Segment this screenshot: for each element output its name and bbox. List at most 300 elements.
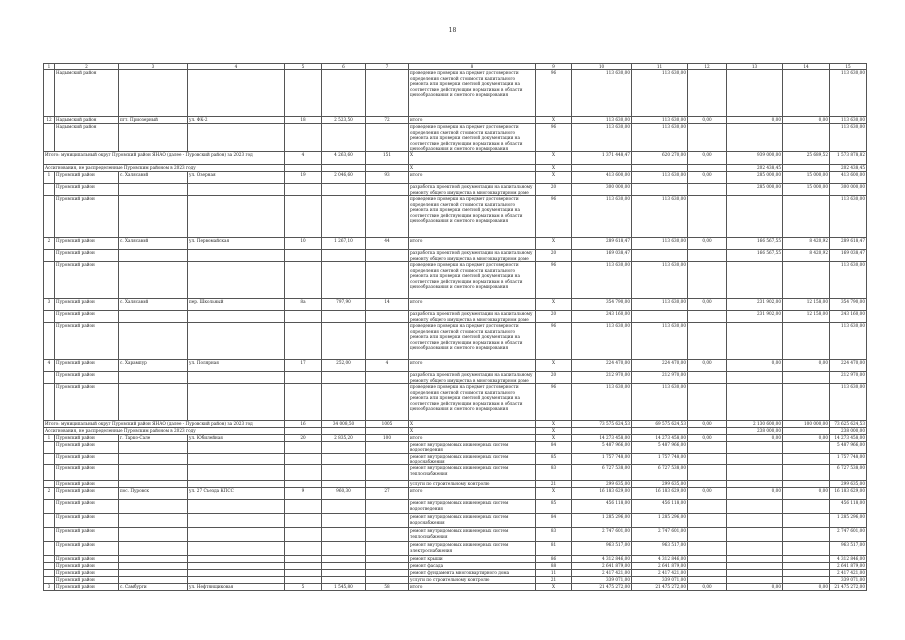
table-cell: 238 000,00 <box>727 428 783 435</box>
table-cell <box>44 196 55 238</box>
table-cell: 1 285 296,00 <box>632 514 688 528</box>
table-cell: 0,00 <box>688 488 727 500</box>
table-cell: 7 <box>366 64 409 70</box>
table-cell <box>366 311 409 323</box>
table-cell <box>366 196 409 238</box>
table-cell: Пуровский район <box>55 250 119 262</box>
table-cell: итого <box>409 435 536 441</box>
table-cell <box>366 563 409 570</box>
table-row <box>44 250 867 262</box>
table-cell <box>119 563 188 570</box>
table-cell <box>285 262 322 299</box>
table-cell <box>322 124 366 152</box>
table-cell <box>783 465 830 481</box>
table-cell: 289 618,47 <box>830 238 867 250</box>
table-cell <box>285 500 322 514</box>
table-cell <box>688 514 727 528</box>
table-cell: 5 <box>285 64 322 70</box>
table-cell: ул. Нефтянщиковая <box>188 584 285 591</box>
table-cell <box>188 570 285 577</box>
table-cell: 289 618,47 <box>572 238 632 250</box>
table-cell: 27 <box>366 488 409 500</box>
table-cell: 113 630,00 <box>572 117 632 124</box>
table-cell: 1 757 748,00 <box>632 453 688 465</box>
table-row <box>44 584 867 591</box>
table-cell: 2 <box>55 64 119 70</box>
table-row <box>44 196 867 238</box>
table-cell <box>322 570 366 577</box>
table-cell <box>688 441 727 453</box>
table-cell: 113 630,00 <box>632 117 688 124</box>
table-cell: 0,00 <box>688 172 727 184</box>
table-cell: 231 902,00 <box>727 311 783 323</box>
table-cell: Пуровский район <box>55 262 119 299</box>
table-cell <box>322 556 366 563</box>
table-cell: 12 <box>44 117 55 124</box>
table-cell: 0,00 <box>688 238 727 250</box>
table-cell <box>688 500 727 514</box>
table-cell: Итого: муниципальный округ Пуровский район ЯНАО (далее - Пуровский район) за 2023 год <box>44 152 285 165</box>
table-cell <box>688 556 727 563</box>
table-cell <box>783 453 830 465</box>
table-cell: 85 <box>536 500 572 514</box>
table-cell: 456 118,00 <box>830 500 867 514</box>
table-cell: 169 038,47 <box>572 250 632 262</box>
table-cell: 113 630,00 <box>632 70 688 117</box>
table-row <box>44 577 867 584</box>
table-cell: Надымский район <box>55 117 119 124</box>
table-cell: 1 <box>44 64 55 70</box>
table-cell <box>688 428 727 435</box>
table-cell: 21 475 272,00 <box>830 584 867 591</box>
table-cell <box>285 372 322 384</box>
table-cell: 113 630,00 <box>632 196 688 238</box>
table-cell <box>188 384 285 421</box>
table-cell <box>783 514 830 528</box>
table-cell <box>366 384 409 421</box>
table-cell <box>322 563 366 570</box>
table-cell: 20 <box>536 250 572 262</box>
table-cell: 1 <box>44 435 55 441</box>
table-cell <box>119 372 188 384</box>
table-cell: 0,00 <box>783 117 830 124</box>
table-cell: X <box>536 165 572 172</box>
table-cell <box>285 311 322 323</box>
table-cell: Пуровский район <box>55 453 119 465</box>
table-cell: 3 <box>44 299 55 311</box>
table-cell: 20 <box>536 184 572 196</box>
table-cell <box>322 184 366 196</box>
table-cell <box>727 262 783 299</box>
table-cell <box>188 250 285 262</box>
table-cell: Пуровский район <box>55 196 119 238</box>
table-cell <box>119 70 188 117</box>
table-cell: 73 625 624,53 <box>830 421 867 428</box>
table-cell: 21 475 272,00 <box>632 584 688 591</box>
table-cell: 69 575 624,53 <box>632 421 688 428</box>
table-cell: 963 517,00 <box>830 542 867 556</box>
table-cell: ремонт внутридомовых инженерных систем водоснабжения <box>409 453 536 465</box>
table-cell <box>44 556 55 563</box>
table-cell <box>366 481 409 488</box>
table-cell: 96 <box>536 196 572 238</box>
table-cell: проведение проверки на предмет достоверности определения сметной стоимости капитального ремонта или проверки сметной документации на соответствие действующим нормативам в области ценообразования и сметного нормирования <box>409 196 536 238</box>
table-cell <box>322 514 366 528</box>
table-cell <box>572 428 632 435</box>
table-cell <box>366 70 409 117</box>
table-cell: ремонт внутридомовых инженерных систем теплоснабжения <box>409 528 536 542</box>
table-cell <box>119 570 188 577</box>
table-cell <box>727 577 783 584</box>
table-cell: 113 630,00 <box>632 299 688 311</box>
table-cell: 0,00 <box>727 435 783 441</box>
table-cell: 96 <box>536 323 572 360</box>
table-cell <box>322 500 366 514</box>
table-cell <box>188 500 285 514</box>
table-cell: 113 630,00 <box>572 323 632 360</box>
table-cell <box>366 556 409 563</box>
table-row <box>44 311 867 323</box>
table-cell: 16 183 629,00 <box>632 488 688 500</box>
table-cell <box>366 441 409 453</box>
table-cell <box>44 323 55 360</box>
table-cell <box>119 196 188 238</box>
budget-table <box>43 63 867 591</box>
table-cell: 113 630,00 <box>632 238 688 250</box>
table-cell <box>322 165 366 172</box>
table-cell: 285 000,00 <box>727 184 783 196</box>
table-cell <box>322 311 366 323</box>
table-cell: X <box>536 435 572 441</box>
table-cell: 300 000,00 <box>572 184 632 196</box>
table-cell <box>285 570 322 577</box>
table-cell: 113 630,00 <box>830 117 867 124</box>
table-cell: 15 000,00 <box>783 172 830 184</box>
table-cell: 15 <box>830 64 867 70</box>
table-cell: 354 790,00 <box>830 299 867 311</box>
table-cell <box>44 311 55 323</box>
table-cell <box>727 500 783 514</box>
table-cell <box>783 124 830 152</box>
table-cell <box>727 556 783 563</box>
table-cell <box>688 311 727 323</box>
table-cell <box>285 514 322 528</box>
table-cell: Пуровский район <box>55 542 119 556</box>
table-cell: X <box>536 360 572 372</box>
table-cell <box>44 514 55 528</box>
table-cell: X <box>536 428 572 435</box>
table-cell <box>119 262 188 299</box>
table-cell: 339 071,00 <box>572 577 632 584</box>
table-cell: 113 630,00 <box>632 124 688 152</box>
table-cell <box>119 577 188 584</box>
table-cell <box>727 514 783 528</box>
table-cell: 18 <box>285 117 322 124</box>
table-cell: 113 630,00 <box>830 323 867 360</box>
table-cell <box>632 184 688 196</box>
table-cell <box>285 556 322 563</box>
table-cell <box>783 262 830 299</box>
table-cell: ул. Озерная <box>188 172 285 184</box>
table-cell: 113 630,00 <box>632 323 688 360</box>
table-cell <box>783 528 830 542</box>
table-cell <box>188 262 285 299</box>
table-cell <box>727 323 783 360</box>
table-cell <box>783 70 830 117</box>
table-cell: ремонт внутридомовых инженерных систем водоотведения <box>409 500 536 514</box>
table-cell: 166 567,55 <box>727 250 783 262</box>
table-row <box>44 563 867 570</box>
table-cell: X <box>536 152 572 165</box>
table-cell: 0,00 <box>727 117 783 124</box>
table-cell <box>727 570 783 577</box>
table-cell: Пуровский район <box>55 500 119 514</box>
table-cell: 299 635,00 <box>632 481 688 488</box>
table-cell <box>783 323 830 360</box>
table-cell <box>44 570 55 577</box>
table-cell <box>44 184 55 196</box>
table-cell: 285 000,00 <box>727 172 783 184</box>
table-cell <box>688 196 727 238</box>
table-cell: 20 <box>285 435 322 441</box>
table-cell: 224 470,00 <box>830 360 867 372</box>
table-cell <box>688 184 727 196</box>
table-cell <box>188 70 285 117</box>
table-cell: X <box>409 165 536 172</box>
table-row <box>44 465 867 481</box>
table-cell: X <box>409 421 536 428</box>
table-cell: Пуровский район <box>55 384 119 421</box>
table-cell <box>322 453 366 465</box>
table-cell <box>44 124 55 152</box>
table-cell <box>188 465 285 481</box>
table-cell: 0,00 <box>688 360 727 372</box>
table-cell: с. Халясавэй <box>119 238 188 250</box>
table-row <box>44 488 867 500</box>
table-cell: 0,00 <box>688 152 727 165</box>
table-cell <box>322 196 366 238</box>
table-row <box>44 556 867 563</box>
table-cell <box>727 372 783 384</box>
table-cell <box>366 372 409 384</box>
table-cell: 96 <box>536 70 572 117</box>
table-cell <box>688 542 727 556</box>
table-cell <box>366 165 409 172</box>
table-cell: Пуровский район <box>55 435 119 441</box>
table-cell <box>727 481 783 488</box>
table-cell: 100 <box>366 435 409 441</box>
table-cell <box>322 481 366 488</box>
table-cell: разработка проектной документации на капитальному ремонту общего имущества в многоквартирном доме <box>409 250 536 262</box>
table-cell: 73 575 624,53 <box>572 421 632 428</box>
table-cell: Пуровский район <box>55 570 119 577</box>
table-cell: с. Халясавэй <box>119 299 188 311</box>
table-cell: 113 630,00 <box>572 384 632 421</box>
table-cell <box>688 481 727 488</box>
table-cell: 413 600,00 <box>830 172 867 184</box>
table-cell: итого <box>409 299 536 311</box>
table-cell <box>285 124 322 152</box>
table-cell: 0,00 <box>688 584 727 591</box>
table-cell: 9 <box>285 488 322 500</box>
table-cell: 963 517,00 <box>572 542 632 556</box>
table-cell <box>688 165 727 172</box>
table-cell: X <box>409 428 536 435</box>
table-cell <box>322 262 366 299</box>
table-cell: ремонт фасада <box>409 563 536 570</box>
table-cell: 620 270,00 <box>632 152 688 165</box>
table-cell: 354 790,00 <box>572 299 632 311</box>
table-cell: 15 000,00 <box>783 184 830 196</box>
table-cell: 113 630,00 <box>632 262 688 299</box>
table-cell: разработка проектной документации на капитальному ремонту общего имущества в многоквартирном доме <box>409 184 536 196</box>
table-cell: 83 <box>536 465 572 481</box>
table-cell: ремонт фундамента многоквартирного дома <box>409 570 536 577</box>
table-cell: 96 <box>536 262 572 299</box>
table-cell: ремонт крыши <box>409 556 536 563</box>
table-cell <box>119 323 188 360</box>
table-cell: 16 183 629,00 <box>572 488 632 500</box>
table-cell: 4 312 846,00 <box>572 556 632 563</box>
table-cell: 3 <box>119 64 188 70</box>
table-cell <box>44 384 55 421</box>
table-cell: X <box>536 117 572 124</box>
table-cell: 1 371 448,47 <box>572 152 632 165</box>
table-cell: Пуровский район <box>55 481 119 488</box>
table-cell <box>783 372 830 384</box>
table-cell: Пуровский район <box>55 514 119 528</box>
table-cell: 16 <box>285 421 322 428</box>
table-cell <box>44 441 55 453</box>
table-cell: 2 641 879,00 <box>572 563 632 570</box>
table-cell: ремонт внутридомовых инженерных систем электроснабжения <box>409 542 536 556</box>
table-row <box>44 441 867 453</box>
table-cell <box>366 453 409 465</box>
table-cell: 1 573 878,82 <box>830 152 867 165</box>
table-cell: 113 630,00 <box>830 196 867 238</box>
table-cell: 456 118,00 <box>632 500 688 514</box>
table-cell: ул. Юбилейная <box>188 435 285 441</box>
table-cell: 0,00 <box>783 435 830 441</box>
table-cell: 113 630,00 <box>572 70 632 117</box>
table-cell: 85 <box>536 453 572 465</box>
table-cell: 14 <box>366 299 409 311</box>
table-cell: 4 312 846,00 <box>632 556 688 563</box>
table-cell <box>322 384 366 421</box>
table-cell <box>688 577 727 584</box>
table-cell <box>688 453 727 465</box>
table-cell: ремонт внутридомовых инженерных систем теплоснабжения <box>409 465 536 481</box>
table-cell: 44 <box>366 238 409 250</box>
table-cell: X <box>409 152 536 165</box>
table-row <box>44 299 867 311</box>
table-cell: Надымский район <box>55 124 119 152</box>
table-cell <box>688 262 727 299</box>
table-cell: Пуровский район <box>55 441 119 453</box>
table-cell: 2 835,20 <box>322 435 366 441</box>
table-cell <box>688 372 727 384</box>
table-cell: 6 727 538,00 <box>830 465 867 481</box>
table-cell <box>119 500 188 514</box>
table-cell: итого <box>409 360 536 372</box>
table-cell: проведение проверки на предмет достоверности определения сметной стоимости капитального ремонта или проверки сметной документации на соответствие действующим нормативам в области ценообразования и сметного нормирования <box>409 124 536 152</box>
table-cell: 224 470,00 <box>572 360 632 372</box>
table-cell <box>632 165 688 172</box>
table-cell: X <box>536 238 572 250</box>
table-cell: 17 <box>285 360 322 372</box>
table-cell: 1 545,80 <box>322 584 366 591</box>
table-cell: 212 970,00 <box>632 372 688 384</box>
table-cell: 6 727 538,00 <box>632 465 688 481</box>
table-cell <box>188 542 285 556</box>
table-cell: пгт. Приозерный <box>119 117 188 124</box>
table-cell <box>366 528 409 542</box>
table-cell: 1 285 296,00 <box>572 514 632 528</box>
table-cell <box>285 384 322 421</box>
table-cell <box>322 441 366 453</box>
table-cell: Пуровский район <box>55 238 119 250</box>
table-cell <box>285 323 322 360</box>
table-cell: итого <box>409 488 536 500</box>
table-cell: ул. 27 Съезда КПСС <box>188 488 285 500</box>
table-cell <box>783 384 830 421</box>
table-row <box>44 165 867 172</box>
table-cell: 12 158,00 <box>783 311 830 323</box>
table-cell: 0,00 <box>727 488 783 500</box>
table-cell <box>688 563 727 570</box>
table-cell: услуги по строительному контролю <box>409 577 536 584</box>
table-cell: 14 273 458,00 <box>830 435 867 441</box>
table-cell <box>188 563 285 570</box>
table-cell: 231 902,00 <box>727 299 783 311</box>
table-cell: 14 273 458,00 <box>572 435 632 441</box>
table-cell: Пуровский район <box>55 172 119 184</box>
table-cell <box>188 528 285 542</box>
table-row <box>44 172 867 184</box>
table-cell: 243 160,00 <box>572 311 632 323</box>
table-cell: 93 <box>366 172 409 184</box>
table-row <box>44 453 867 465</box>
table-cell: 243 160,00 <box>830 311 867 323</box>
table-cell: X <box>536 488 572 500</box>
table-cell: 100 000,00 <box>783 421 830 428</box>
table-cell <box>322 542 366 556</box>
table-cell: 4 <box>188 64 285 70</box>
table-cell <box>119 250 188 262</box>
table-cell: 2 747 601,00 <box>632 528 688 542</box>
table-cell: 0,00 <box>727 360 783 372</box>
table-cell: 84 <box>536 441 572 453</box>
table-cell: Итого: муниципальный округ Пуровский район ЯНАО (далее - Пуровский район) за 2023 год <box>44 421 285 428</box>
table-cell <box>188 577 285 584</box>
table-cell: 2 <box>44 488 55 500</box>
table-cell <box>44 465 55 481</box>
table-cell: 238 000,00 <box>830 428 867 435</box>
table-cell <box>783 500 830 514</box>
table-cell <box>188 481 285 488</box>
table-cell: 339 071,00 <box>632 577 688 584</box>
page-number: 18 <box>448 27 457 34</box>
table-cell: 20 <box>536 311 572 323</box>
table-cell <box>688 70 727 117</box>
table-cell <box>188 124 285 152</box>
table-cell <box>285 465 322 481</box>
table-cell <box>688 124 727 152</box>
table-cell: с. Халясавэй <box>119 172 188 184</box>
table-cell: 2 747 601,00 <box>830 528 867 542</box>
table-cell: 1 267,10 <box>322 238 366 250</box>
table-cell <box>783 577 830 584</box>
